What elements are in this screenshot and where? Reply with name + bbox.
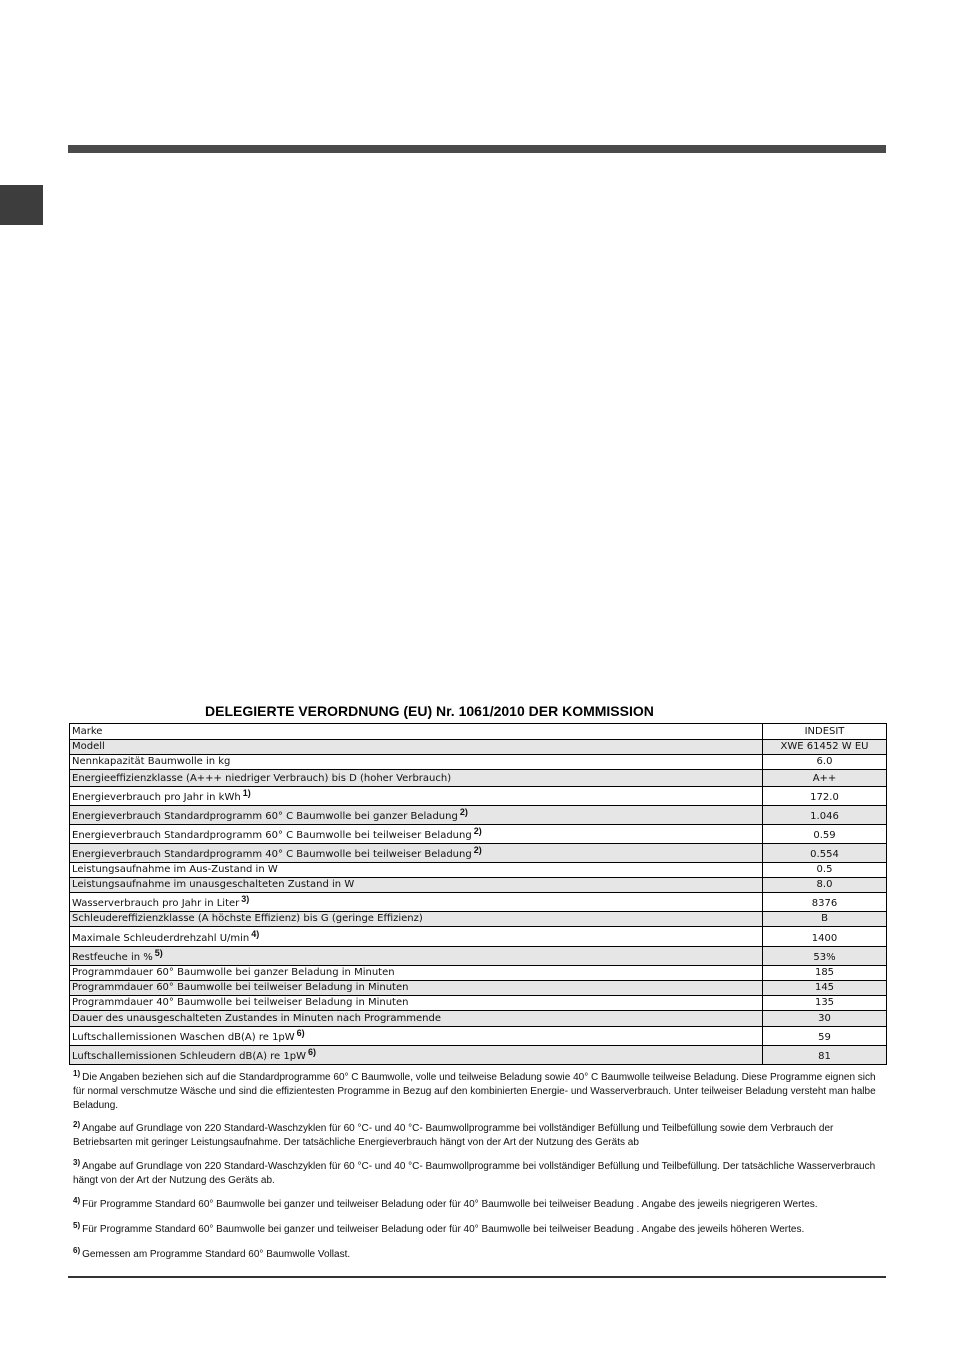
spec-label-cell [70, 825, 763, 844]
spec-label-cell [70, 878, 763, 893]
footnote-ref: 3) [241, 894, 250, 904]
spec-label-cell [70, 981, 763, 996]
spec-label-cell [70, 1046, 763, 1065]
spec-label: Luftschallemissionen Schleudern dB(A) re 1pW [72, 1051, 306, 1062]
spec-value: 1.046 [763, 806, 887, 825]
spec-label: Energieverbrauch Standardprogramm 60° C Baumwolle bei teilweiser Beladung [72, 830, 472, 841]
spec-label-cell [70, 1011, 763, 1027]
spec-label-cell [70, 893, 763, 912]
spec-row [70, 981, 887, 996]
spec-value: 81 [763, 1046, 887, 1065]
spec-value: 30 [763, 1011, 887, 1027]
spec-table [69, 723, 887, 1065]
spec-row [70, 806, 887, 825]
spec-label: Programmdauer 40° Baumwolle bei teilweiser Beladung in Minuten [72, 997, 409, 1008]
spec-label: Schleudereffizienzklasse (A höchste Effizienz) bis G (geringe Effizienz) [72, 913, 423, 924]
spec-label: Restfeuche in % [72, 952, 153, 963]
footnote-6 [73, 1248, 885, 1262]
spec-label: Energieverbrauch pro Jahr in kWh [72, 792, 241, 803]
footnote-text: Gemessen am Programme Standard 60° Baumwolle Vollast. [82, 1249, 351, 1260]
footnote-marker: 4) [73, 1196, 81, 1205]
spec-row [70, 1011, 887, 1027]
footnote-ref: 6) [307, 1047, 316, 1057]
spec-value: 145 [763, 981, 887, 996]
spec-value: 8376 [763, 893, 887, 912]
spec-label-cell [70, 787, 763, 806]
spec-value: 135 [763, 996, 887, 1011]
spec-value: 0.554 [763, 844, 887, 863]
spec-label-cell [70, 844, 763, 863]
spec-label: Wasserverbrauch pro Jahr in Liter [72, 898, 240, 909]
footnote-4 [73, 1198, 885, 1212]
spec-row [70, 912, 887, 927]
spec-row [70, 966, 887, 981]
section-tab-marker [0, 185, 43, 225]
footnote-ref: 5) [154, 948, 163, 958]
spec-row [70, 996, 887, 1011]
spec-row [70, 1027, 887, 1046]
spec-label-cell [70, 724, 763, 740]
footnote-3 [73, 1160, 885, 1188]
spec-label-cell [70, 1027, 763, 1046]
spec-label: Modell [72, 741, 105, 752]
spec-label-cell [70, 755, 763, 770]
spec-value: B [763, 912, 887, 927]
footnote-marker: 1) [73, 1069, 81, 1078]
spec-label-cell [70, 927, 763, 947]
footnote-text: Angabe auf Grundlage von 220 Standard-Waschzyklen für 60 °C- und 40 °C- Baumwollprogramme bei vollständiger Befüllung und Teilbefüllung. Der tatsächliche Wasserverbrauch hängt von der Art der Nutzung des Geräts ab. [73, 1161, 876, 1186]
spec-label: Energieverbrauch Standardprogramm 40° C Baumwolle bei teilweiser Beladung [72, 849, 472, 860]
spec-row [70, 787, 887, 806]
spec-label: Maximale Schleuderdrehzahl U/min [72, 933, 250, 944]
footnote-ref: 2) [473, 845, 482, 855]
spec-row [70, 740, 887, 755]
spec-label-cell [70, 740, 763, 755]
spec-value: 8.0 [763, 878, 887, 893]
header-rule [68, 145, 886, 153]
spec-value: XWE 61452 W EU [763, 740, 887, 755]
footnote-marker: 3) [73, 1158, 81, 1167]
spec-label-cell [70, 912, 763, 927]
spec-label: Marke [72, 726, 103, 737]
footnote-marker: 5) [73, 1221, 81, 1230]
footnote-ref: 2) [459, 807, 468, 817]
spec-label: Programmdauer 60° Baumwolle bei teilweiser Beladung in Minuten [72, 982, 409, 993]
footnote-ref: 1) [242, 788, 251, 798]
spec-value: 6.0 [763, 755, 887, 770]
footer-rule [68, 1276, 886, 1278]
footnote-text: Angabe auf Grundlage von 220 Standard-Waschzyklen für 60 °C- und 40 °C- Baumwollprogramme bei vollständiger Befüllung und Teilbefüllung sowie dem Verbrauch der Betriebsarten mit geringer Leistungsaufnahme. Der tatsächliche Energieverbrauch hängt von der Art der Nutzung des Geräts ab [73, 1123, 834, 1148]
spec-label-cell [70, 863, 763, 878]
spec-row [70, 844, 887, 863]
spec-value: 0.59 [763, 825, 887, 844]
spec-row [70, 755, 887, 770]
spec-value: 0.5 [763, 863, 887, 878]
spec-row [70, 1046, 887, 1065]
footnote-5 [73, 1223, 885, 1237]
spec-row [70, 724, 887, 740]
regulation-title: DELEGIERTE VERORDNUNG (EU) Nr. 1061/2010 DER KOMMISSION [205, 703, 654, 719]
spec-value: 172.0 [763, 787, 887, 806]
spec-label: Nennkapazität Baumwolle in kg [72, 756, 231, 767]
footnote-marker: 6) [73, 1246, 81, 1255]
spec-label: Programmdauer 60° Baumwolle bei ganzer Beladung in Minuten [72, 967, 395, 978]
spec-value: A++ [763, 770, 887, 787]
spec-value: 59 [763, 1027, 887, 1046]
spec-value: 53% [763, 947, 887, 966]
spec-table-body [70, 724, 887, 1065]
footnote-1 [73, 1071, 885, 1113]
spec-value: 1400 [763, 927, 887, 947]
footnote-ref: 4) [251, 929, 260, 939]
spec-row [70, 893, 887, 912]
spec-label-cell [70, 947, 763, 966]
spec-row [70, 927, 887, 947]
footnote-marker: 2) [73, 1120, 81, 1129]
spec-label-cell [70, 966, 763, 981]
footnote-ref: 6) [296, 1028, 305, 1038]
footnote-text: Die Angaben beziehen sich auf die Standardprogramme 60° C Baumwolle, volle und teilweise Beladung sowie 40° C Baumwolle teilweise Beladung. Diese Programme eignen sich für normal verschmutze Wäsche und sind die effizientesten Programme in Bezug auf den kombinierten Energie- und Wasserverbrauch. Unter teilweiser Beladung versteht man halbe Beladung. [73, 1072, 876, 1111]
spec-row [70, 947, 887, 966]
spec-label: Leistungsaufnahme im Aus-Zustand in W [72, 864, 278, 875]
footnote-ref: 2) [473, 826, 482, 836]
spec-row [70, 825, 887, 844]
spec-value: 185 [763, 966, 887, 981]
spec-row [70, 863, 887, 878]
spec-label: Energieverbrauch Standardprogramm 60° C Baumwolle bei ganzer Beladung [72, 811, 458, 822]
spec-value: INDESIT [763, 724, 887, 740]
spec-label-cell [70, 806, 763, 825]
spec-label: Energieeffizienzklasse (A+++ niedriger Verbrauch) bis D (hoher Verbrauch) [72, 773, 452, 784]
spec-row [70, 878, 887, 893]
spec-label-cell [70, 996, 763, 1011]
spec-label: Dauer des unausgeschalteten Zustandes in Minuten nach Programmende [72, 1013, 442, 1024]
spec-label-cell [70, 770, 763, 787]
spec-label: Leistungsaufnahme im unausgeschalteten Zustand in W [72, 879, 355, 890]
footnote-2 [73, 1122, 885, 1150]
footnote-text: Für Programme Standard 60° Baumwolle bei ganzer und teilweiser Beladung oder für 40° Baumwolle bei teilweiser Beadung . Angabe des jeweils niegrigeren Wertes. [82, 1199, 818, 1210]
spec-label: Luftschallemissionen Waschen dB(A) re 1pW [72, 1032, 295, 1043]
spec-row [70, 770, 887, 787]
footnote-text: Für Programme Standard 60° Baumwolle bei ganzer und teilweiser Beladung oder für 40° Baumwolle bei teilweiser Beadung . Angabe des jeweils höheren Wertes. [82, 1224, 805, 1235]
